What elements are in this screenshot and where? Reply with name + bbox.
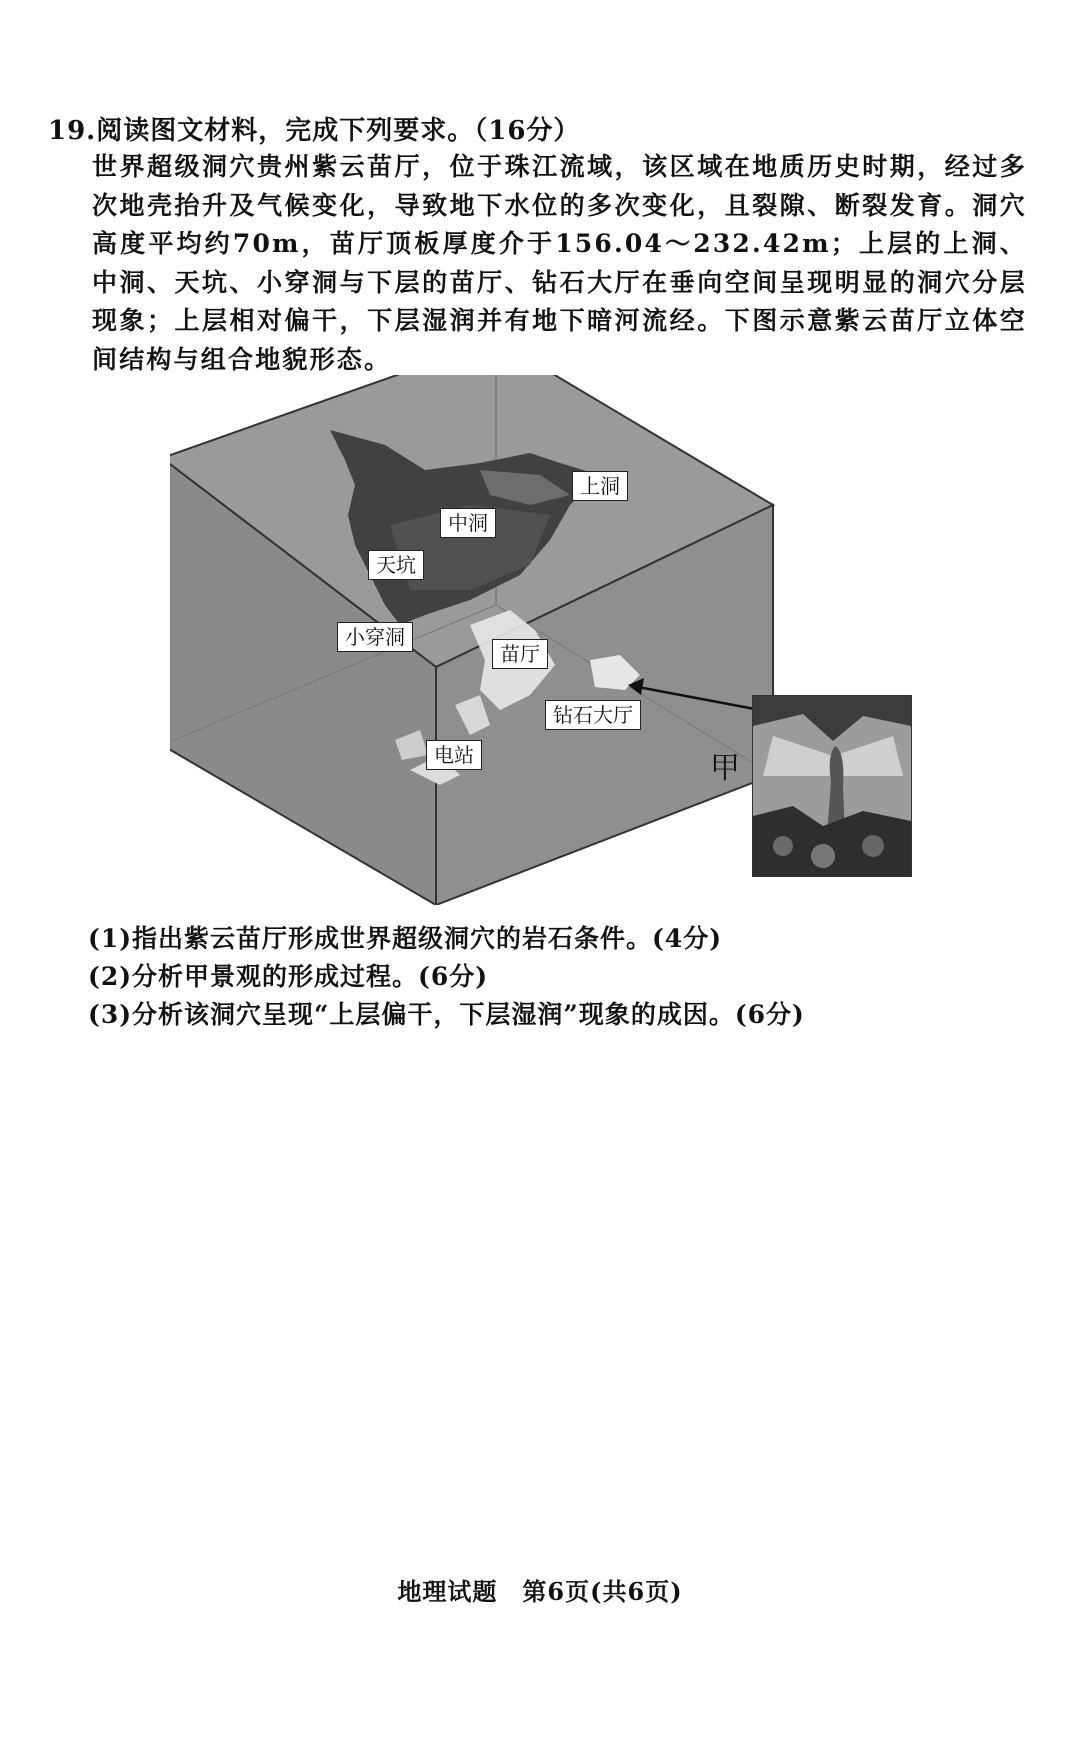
question-header: 19.阅读图文材料，完成下列要求。（16分） [48,116,581,146]
label-xiaochuandong: 小穿洞 [337,622,413,652]
label-dianzhan: 电站 [426,740,482,770]
subquestion-2: (2)分析甲景观的形成过程。(6分) [88,962,489,991]
subquestion-1: (1)指出紫云苗厅形成世界超级洞穴的岩石条件。(4分) [88,924,723,953]
label-jia: 甲 [710,751,740,786]
label-tiankeng: 天坑 [368,550,424,580]
page-footer: 地理试题 第6页(共6页) [397,1577,683,1606]
label-miaoting: 苗厅 [492,639,548,669]
cave-3d-figure [170,375,915,905]
label-zuanshidating: 钻石大厅 [545,700,641,730]
label-shangdong: 上洞 [572,471,628,501]
subquestion-3: (3)分析该洞穴呈现“上层偏干，下层湿润”现象的成因。(6分) [88,1000,805,1029]
jia-landscape-photo [752,695,912,877]
question-paragraph: 世界超级洞穴贵州紫云苗厅，位于珠江流域，该区域在地质历史时期，经过多次地壳抬升及气候变化，导致地下水位的多次变化，且裂隙、断裂发育。洞穴高度平均约70m，苗厅顶板厚度介于156.04～232.42m；上层的上洞、中洞、天坑、小穿洞与下层的苗厅、钻石大厅在垂向空间呈现明显的洞穴分层现象；上层相对偏干，下层湿润并有地下暗河流经。下图示意紫云苗厅立体空间结构与组合地貌形态。 [92,152,1027,374]
label-zhongdong: 中洞 [440,508,496,538]
